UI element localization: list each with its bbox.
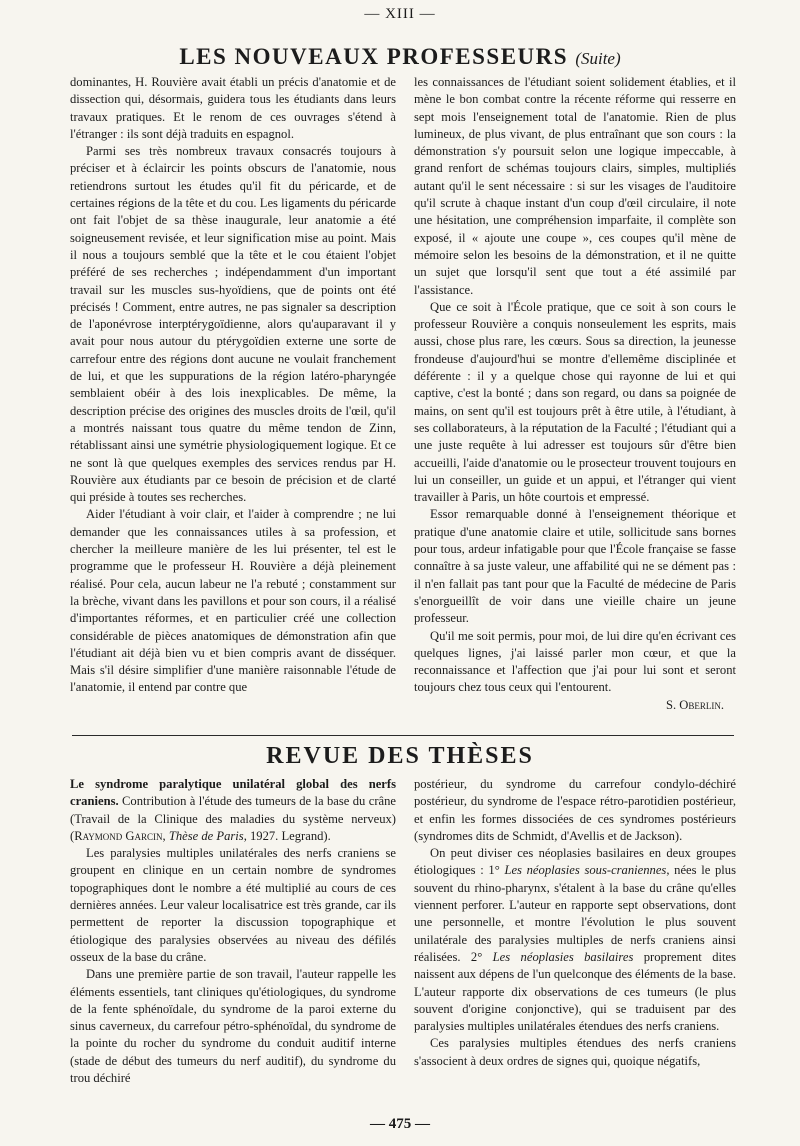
paragraph: Ces paralysies multiples étendues des nerfs craniens s'associent à deux ordres de signes qui, quoique négatifs, — [414, 1036, 736, 1068]
paragraph: dominantes, H. Rouvière avait établi un précis d'anatomie et de dissection qui, désormais, guidera tous les étudiants dans leurs travaux pratiques. Et le renom de ces ouvrages s'étend à l'étranger : ils sont déjà traduits en espagnol. — [70, 75, 396, 141]
these-title: Le syndrome paralytique unilatéral global des nerfs craniens. — [70, 777, 396, 809]
paragraph: Aider l'étudiant à voir clair, et l'aider à comprendre ; ne lui demander que les connaissances utiles à sa profession, et chercher la meilleure manière de les lui présenter, tel est le programme que le professeur H. Rouvière a déjà pleinement réalisé. Pour cela, aucun labeur ne l'a rebuté ; constamment sur la brèche, vivant dans les pavillons et pour son cours, il a réalisé d'importantes réformes, et en particulier créé une collection considérable de pièces anatomiques de démonstration afin que l'étudiant ait déjà bien vu et bien compris avant de disséquer. Mais s'il désire simplifier d'une manière raisonnable l'étude de l'anatomie, il entend par contre que — [70, 507, 396, 695]
these-comma: , — [162, 828, 169, 843]
text-run-italic: Les néoplasies sous-craniennes — [504, 863, 667, 878]
text-run: proprement dites naissent aux dépens de l'un quelconque des éléments de la base. L'auteur rapporte dix observations de ces tumeurs (le plus souvent d'origine conjonctive), qui se traduisent par des paralysies multiples unilatérales étendues des nerfs craniens. — [414, 949, 736, 1034]
these-intro: Contribution à l'étude des tumeurs de la base du crâne (Travail de la Clinique des maladies du système nerveux) ( — [70, 794, 396, 843]
section-divider — [72, 735, 734, 736]
review-column-1 — [70, 776, 396, 1087]
paragraph: les connaissances de l'étudiant soient solidement établies, et il mène le bon combat contre la récente réforme qui resserre en sept mois l'enseignement total de l'anatomie. Rien de plus lumineux, de plus vivant, de plus entraînant que son cours : la démonstration s'y poursuit selon une logique impeccable, à grand renfort de schémas toujours clairs, simples, multipliés autant qu'il le sent nécessaire : si sur les visages de l'auditoire qu'il scrute à chaque instant d'un coup d'œil circulaire, il note une hésitation, une compréhension imparfaite, il complète son exposé, il « ajoute une coupe », ces coupes qu'il mène de mémoire selon les besoins de la démonstration, et il ne quitte un sujet que lorsqu'il sent que tout a été assimilé par l'assistance. — [414, 75, 736, 297]
paragraph — [414, 845, 736, 1035]
paragraph: Essor remarquable donné à l'enseignement théorique et pratique d'une anatomie claire et utile, sollicitude sans bornes pour tous, ardeur infatigable pour que l'École française se fasse connaître à sa juste valeur, une affabilité qui ne se dément pas : il n'en fallait pas tant pour que la Faculté de médecine de Paris s'enorgueillît de voir dans une vieille chaire un jeune professeur. — [414, 507, 736, 626]
text-run-italic: Les néoplasies basilaires — [492, 949, 634, 964]
section-title-revue: REVUE DES THÈSES — [266, 743, 534, 769]
paragraph: Parmi ses très nombreux travaux consacrés toujours à préciser et à éclaircir les points obscurs de l'anatomie, nous retiendrons surtout les études qu'il fit du péricarde, et de certaines régions de la tête et du cou. Les ligaments du péricarde ont fait l'objet de sa thèse inaugurale, leur anatomie a été soigneusement revisée, et leur signification mise au point. Mais il nous a toujours semblé que la tête et le cou étaient l'objet préféré de ses recherches ; indépendamment d'un important travail sur les muscles sus-hyoïdiens, que de points ont été précisés ! Comment, entre autres, ne pas signaler sa description de l'aponévrose interptérygoïdienne, alors qu'auparavant il y avait pour nous autour du ptérygoïdien externe une sorte de carrefour entre des régions dont aucune ne voulait franchement de lui, et que les suppurations de la région latéro-pharyngée semblaient obéir à des lois inexplicables. De même, la description précise des origines des muscles droits de l'œil, qu'il a montrés naissant tous quatre du même tendon de Zinn, rétablissant ainsi une symétrie physiologiquement logique. Et ce ne sont là que quelques exemples des services rendus par H. Rouvière aux étudiants par ce besoin de précision et de clarté qui préside à toutes ses recherches. — [70, 144, 396, 505]
these-author: Raymond Garcin — [74, 828, 163, 843]
these-work: Thèse de Paris — [168, 828, 244, 843]
text-run: On peut diviser ces néoplasies basilaires en deux groupes étiologiques : 1° — [414, 846, 736, 878]
paragraph: postérieur, du syndrome du carrefour condylo-déchiré postérieur, du syndrome de l'espace rétro-parotidien postérieur, et enfin les formes dissociées de ces syndromes postérieurs (syndromes dits de Schmidt, d'Avellis et de Jackson). — [414, 777, 736, 843]
article-column-2 — [414, 74, 736, 714]
section-suite: (Suite) — [575, 49, 621, 68]
paragraph: Qu'il me soit permis, pour moi, de lui dire qu'en écrivant ces quelques lignes, j'ai laissé parler mon cœur, et que la reconnaissance et l'affection que j'ai pour lui sont et seront toujours chez tous ceux qui l'entourent. — [414, 628, 736, 695]
paragraph: Les paralysies multiples unilatérales des nerfs craniens se groupent en clinique en un certain nombre de syndromes topographiques dont le nombre a été multiplié au cours de ces dernières années. Leur valeur localisatrice est très grande, car ils permettent de reporter la discussion topographique et étiologique des paralysies observées au niveau des défilés osseux de la base du crâne. — [70, 846, 396, 964]
these-entry — [70, 776, 396, 845]
paragraph: Que ce soit à l'École pratique, que ce soit à son cours le professeur Rouvière a conquis nonseulement les esprits, mais aussi, chose plus rare, les cœurs. Sous sa direction, la jeunesse frondeuse d'aujourd'hui se montre d'ellemême disciplinée et déférente : il y a quelque chose qui rayonne de lui et qui captive, c'est la bonté ; dans son regard, ou dans sa poignée de mains, on sent qu'il est toujours prêt à être utile, à l'étudiant, à ses collaborateurs, à la réputation de la Faculté ; l'étudiant qui a une juste requête à lui adresser est toujours sûr d'être bien accueilli, l'aide d'anatomie ou le prosecteur trouvent toujours en lui un conseiller, un guide et un appui, et l'étranger qui vient travailler à Paris, un hôte courtois et empressé. — [414, 299, 736, 505]
these-tail: , 1927. Legrand). — [243, 828, 331, 843]
section-title-professeurs — [0, 44, 800, 70]
review-column-2 — [414, 776, 736, 1070]
article-column-1 — [70, 74, 396, 697]
paragraph: Dans une première partie de son travail, l'auteur rappelle les éléments essentiels, tant cliniques qu'étiologiques, du syndrome de la fente sphénoïdale, du syndrome de la paroi externe du sinus caverneux, du carrefour pétro-sphénoïdal, du syndrome de la pointe du rocher du syndrome du conduit auditif interne (stade de début des tumeurs du nerf auditif), du syndrome du trou déchiré — [70, 967, 396, 1086]
section-title-text: LES NOUVEAUX PROFESSEURS — [179, 44, 569, 69]
page-number: — 475 — — [370, 1116, 430, 1132]
roman-page-number: — XIII — — [364, 6, 436, 22]
text-run: , nées le plus souvent du rhino-pharynx, s'étalent à la base du crâne qu'elles viennent perforer. L'auteur en rapporte sept observations, dont une personnelle, et montre l'évolution le plus souvent unilatérale des paralysies multiples de nerfs craniens ainsi réalisées. 2° — [414, 863, 737, 964]
author-signature: S. Oberlin. — [665, 697, 724, 712]
